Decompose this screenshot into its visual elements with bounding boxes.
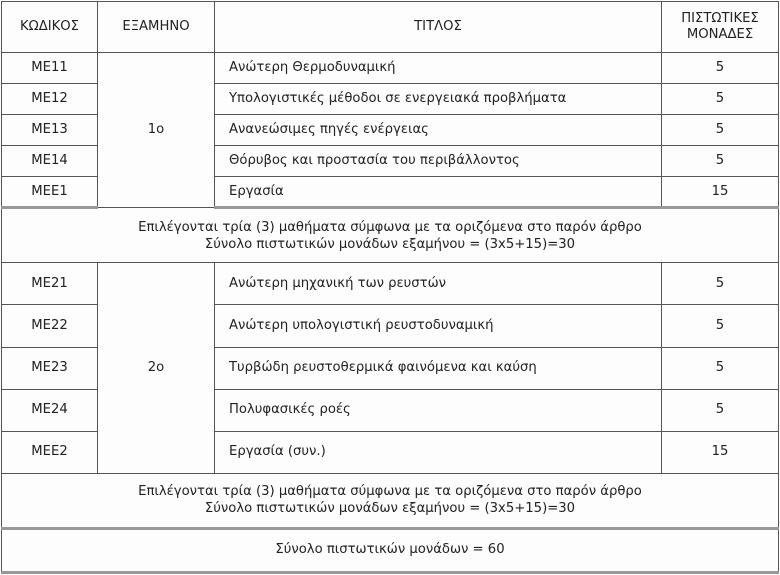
header-semester: ΕΞΑΜΗΝΟ xyxy=(98,2,215,53)
header-credits-line1: ΠΙΣΤΩΤΙΚΕΣ xyxy=(681,11,759,27)
course-code: ΜΕ13 xyxy=(2,115,98,146)
curriculum-table xyxy=(1,1,779,574)
header-code: ΚΩΔΙΚΟΣ xyxy=(2,2,98,53)
semester-cell: 1ο xyxy=(98,53,215,208)
note-line-2: Σύνολο πιστωτικών μονάδων εξαμήνου = (3x5+15)=30 xyxy=(204,501,576,517)
course-credits: 5 xyxy=(662,263,779,305)
course-title: Πολυφασικές ροές xyxy=(215,389,662,431)
course-code: ΜΕ23 xyxy=(2,347,98,389)
header-title: ΤΙΤΛΟΣ xyxy=(215,2,662,53)
course-code: ΜΕ22 xyxy=(2,305,98,347)
course-credits: 5 xyxy=(662,305,779,347)
course-credits: 5 xyxy=(662,84,779,115)
section-note xyxy=(2,208,779,263)
total-credits: Σύνολο πιστωτικών μονάδων = 60 xyxy=(2,528,779,572)
course-title: Ανανεώσιμες πηγές ενέργειας xyxy=(215,115,662,146)
course-title: Υπολογιστικές μέθοδοι σε ενεργειακά προβλήματα xyxy=(215,84,662,115)
course-credits: 5 xyxy=(662,53,779,84)
course-title: Ανώτερη Θερμοδυναμική xyxy=(215,53,662,84)
course-code: ΜΕ12 xyxy=(2,84,98,115)
course-code: ΜΕ11 xyxy=(2,53,98,84)
header-row xyxy=(2,2,779,53)
total-row xyxy=(2,528,779,572)
course-code: ΜΕ14 xyxy=(2,146,98,177)
course-title: Θόρυβος και προστασία του περιβάλλοντος xyxy=(215,146,662,177)
table-row xyxy=(2,263,779,305)
course-credits: 5 xyxy=(662,146,779,177)
course-title: Ανώτερη μηχανική των ρευστών xyxy=(215,263,662,305)
course-code: ΜΕΕ2 xyxy=(2,431,98,473)
course-credits: 5 xyxy=(662,115,779,146)
course-credits: 5 xyxy=(662,347,779,389)
course-title: Εργασία xyxy=(215,177,662,208)
section-note-row xyxy=(2,208,779,263)
note-line-1: Επιλέγονται τρία (3) μαθήματα σύμφωνα με τα οριζόμενα στο παρόν άρθρο xyxy=(138,484,642,500)
course-title: Ανώτερη υπολογιστική ρευστοδυναμική xyxy=(215,305,662,347)
header-credits-line2: ΜΟΝΑΔΕΣ xyxy=(686,27,754,43)
course-credits: 15 xyxy=(662,431,779,473)
note-line-2: Σύνολο πιστωτικών μονάδων εξαμήνου = (3x5+15)=30 xyxy=(204,236,576,252)
course-title: Τυρβώδη ρευστοθερμικά φαινόμενα και καύση xyxy=(215,347,662,389)
note-line-1: Επιλέγονται τρία (3) μαθήματα σύμφωνα με τα οριζόμενα στο παρόν άρθρο xyxy=(138,219,642,235)
course-credits: 5 xyxy=(662,389,779,431)
course-code: ΜΕΕ1 xyxy=(2,177,98,208)
course-code: ΜΕ21 xyxy=(2,263,98,305)
section-note-row xyxy=(2,473,779,528)
table-row xyxy=(2,53,779,84)
course-code: ΜΕ24 xyxy=(2,389,98,431)
course-credits: 15 xyxy=(662,177,779,208)
course-title: Εργασία (συν.) xyxy=(215,431,662,473)
header-credits xyxy=(662,2,779,53)
section-note xyxy=(2,473,779,528)
semester-cell: 2ο xyxy=(98,263,215,473)
